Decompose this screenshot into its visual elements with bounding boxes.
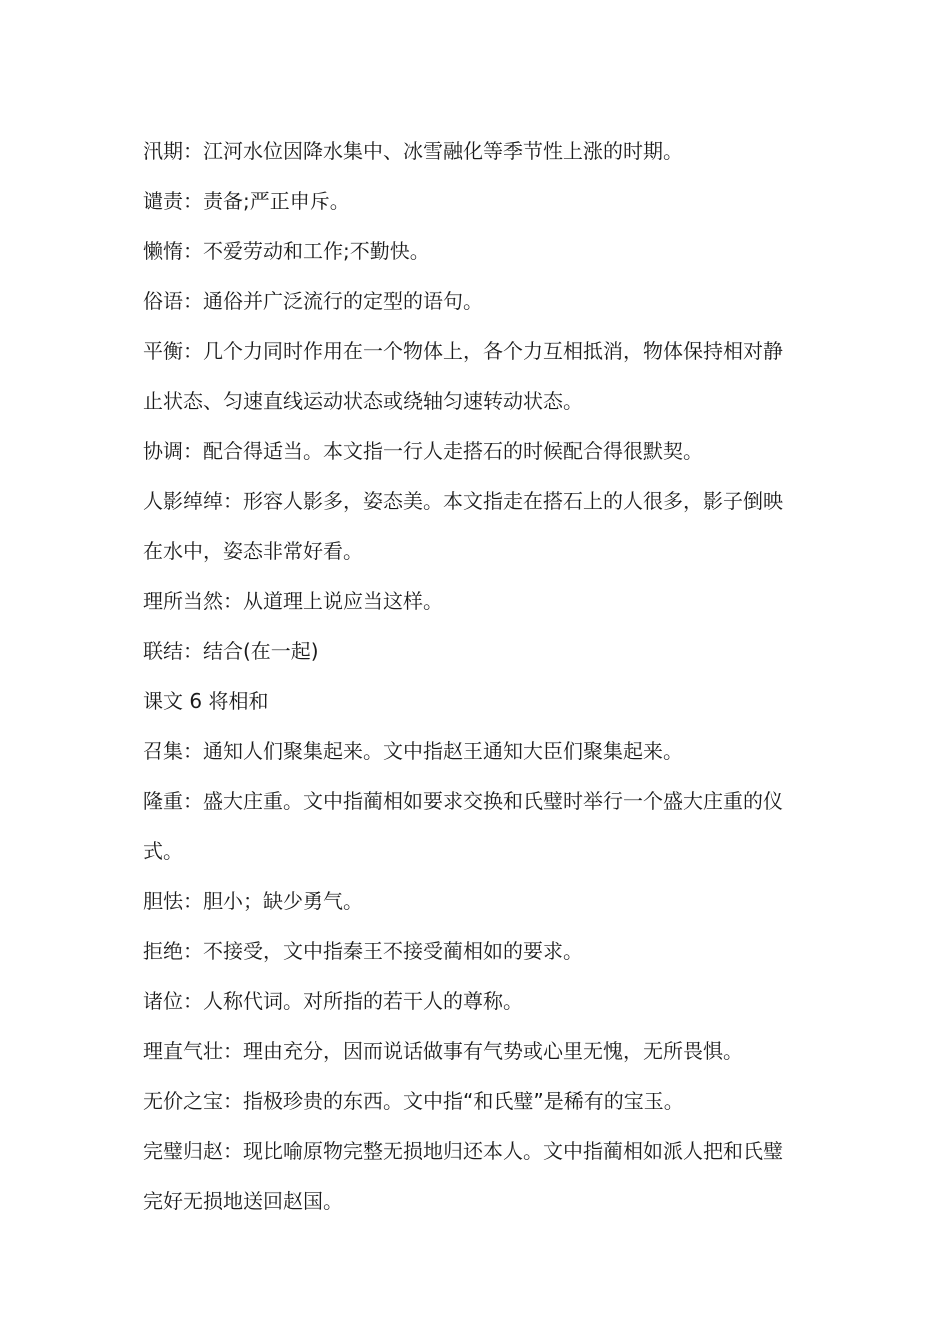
text-line: 胆怯：胆小；缺少勇气。 [143, 889, 363, 913]
text-line: 理所当然：从道理上说应当这样。 [143, 589, 443, 613]
text-line: 完好无损地送回赵国。 [143, 1189, 343, 1213]
text-line: 召集：通知人们聚集起来。文中指赵王通知大臣们聚集起来。 [143, 739, 683, 763]
section-heading: 课文 6 将相和 [143, 689, 269, 713]
document-body [143, 126, 813, 1226]
text-line: 人影绰绰：形容人影多，姿态美。本文指走在搭石上的人很多，影子倒映 [143, 489, 783, 513]
text-line: 拒绝：不接受，文中指秦王不接受蔺相如的要求。 [143, 939, 583, 963]
text-line: 懒惰：不爱劳动和工作;不勤快。 [143, 239, 430, 263]
text-line: 平衡：几个力同时作用在一个物体上，各个力互相抵消，物体保持相对静 [143, 339, 783, 363]
text-line: 完璧归赵：现比喻原物完整无损地归还本人。文中指蔺相如派人把和氏璧 [143, 1139, 783, 1163]
text-line: 俗语：通俗并广泛流行的定型的语句。 [143, 289, 483, 313]
text-line: 式。 [143, 839, 183, 863]
text-line: 谴责：责备;严正申斥。 [143, 189, 350, 213]
text-line: 在水中，姿态非常好看。 [143, 539, 363, 563]
text-line: 隆重：盛大庄重。文中指蔺相如要求交换和氏璧时举行一个盛大庄重的仪 [143, 789, 783, 813]
text-line: 协调：配合得适当。本文指一行人走搭石的时候配合得很默契。 [143, 439, 703, 463]
text-line: 理直气壮：理由充分，因而说话做事有气势或心里无愧，无所畏惧。 [143, 1039, 743, 1063]
text-line: 无价之宝：指极珍贵的东西。文中指“和氏璧”是稀有的宝玉。 [143, 1089, 684, 1113]
text-line: 联结：结合(在一起) [143, 639, 319, 663]
text-line: 止状态、匀速直线运动状态或绕轴匀速转动状态。 [143, 389, 583, 413]
text-line: 诸位：人称代词。对所指的若干人的尊称。 [143, 989, 523, 1013]
text-line: 汛期：江河水位因降水集中、冰雪融化等季节性上涨的时期。 [143, 139, 683, 163]
